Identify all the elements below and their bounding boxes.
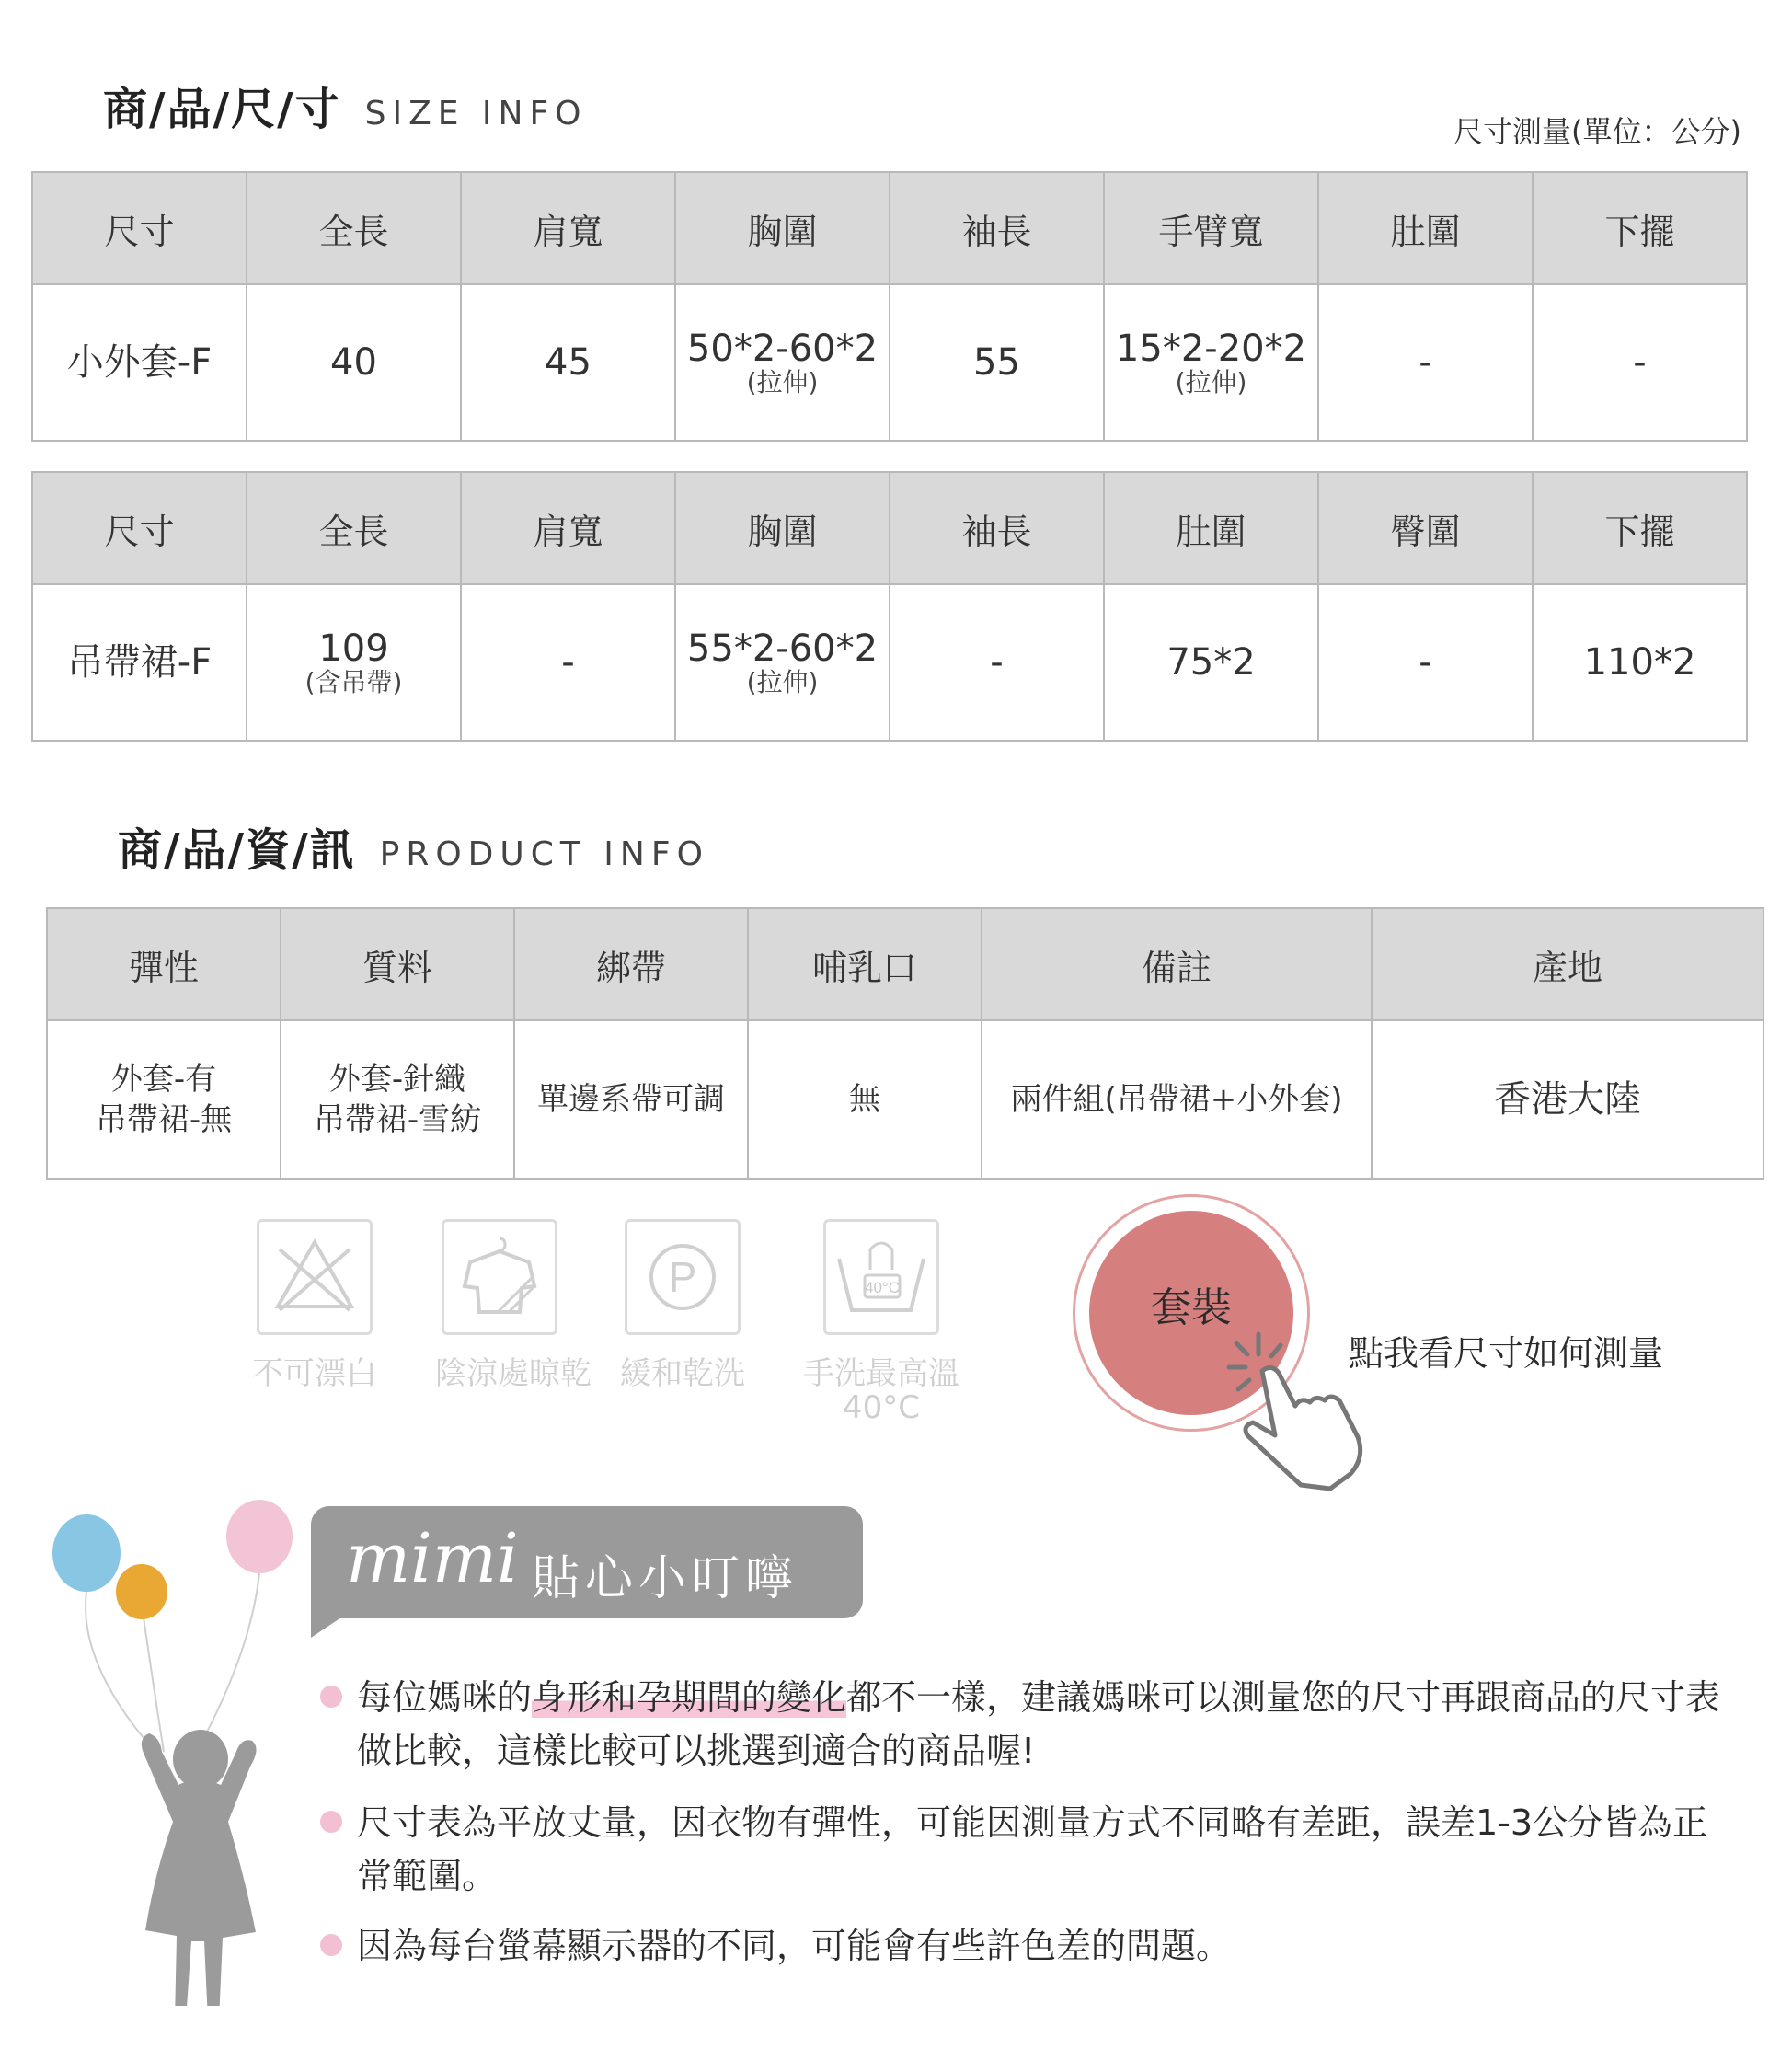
table-cell [247, 584, 461, 741]
bullet-dot [320, 1934, 342, 1956]
brand-logo: mimi [346, 1519, 519, 1598]
care-label-temp: 40°C [842, 1389, 920, 1426]
product-info-table [46, 907, 1764, 1180]
tip-item [324, 1796, 1740, 1903]
header-cell: 全長 [247, 472, 461, 584]
cell-value: 15*2-20*2 [1115, 328, 1307, 370]
bullet-dot [320, 1811, 342, 1833]
table-cell [461, 284, 675, 441]
tip-text: 尺寸表為平放丈量，因衣物有彈性，可能因測量方式不同略有差距，誤差1-3公分皆為正常範圍。 [357, 1802, 1708, 1896]
table-cell [675, 284, 890, 441]
cell-value: - [561, 641, 575, 684]
cell-value: 兩件組(吊帶裙+小外套) [1010, 1081, 1343, 1118]
tips-title: 貼心小叮嚀 [532, 1551, 799, 1606]
cell-value: 香港大陸 [1494, 1078, 1641, 1121]
temp-badge: 40°C [865, 1279, 900, 1296]
table-cell [32, 584, 247, 741]
size-title-en: SIZE INFO [364, 95, 588, 132]
cell-value: 單邊系帶可調 [537, 1081, 725, 1118]
header-cell: 袖長 [890, 472, 1104, 584]
header-cell: 胸圍 [675, 472, 890, 584]
tip-text-part: 都不一樣，建議媽咪可以測量您的尺寸再跟商品的尺寸表做比較，這樣比較可以挑選到適合的商品喔! [357, 1677, 1721, 1771]
care-item-dry-shade [435, 1219, 592, 1393]
header-cell: 手臂寬 [1104, 172, 1318, 284]
bubble-tail [311, 1601, 366, 1638]
header-cell: 彈性 [47, 908, 281, 1020]
header-cell: 袖長 [890, 172, 1104, 284]
size-info-title [103, 74, 588, 137]
hand-wash-40-icon [823, 1219, 939, 1335]
product-title-en: PRODUCT INFO [379, 835, 709, 873]
header-cell: 質料 [281, 908, 514, 1020]
header-cell: 下擺 [1533, 472, 1747, 584]
tips-header-bubble [311, 1506, 863, 1618]
header-cell: 胸圍 [675, 172, 890, 284]
cell-note: (拉伸) [746, 667, 819, 697]
table-cell [890, 284, 1104, 441]
cell-value: 55 [973, 341, 1020, 384]
gentle-dry-clean-icon [625, 1219, 741, 1335]
product-info-title [118, 814, 709, 878]
tip-text [324, 1671, 1740, 1778]
table-cell [1533, 584, 1747, 741]
cell-value: 小外套-F [66, 341, 213, 384]
cell-value: - [1419, 641, 1432, 684]
header-cell: 全長 [247, 172, 461, 284]
measure-button-label: 套裝 [1151, 1284, 1232, 1331]
header-cell: 下擺 [1533, 172, 1747, 284]
size-title-zh: 商/品/尺/寸 [103, 84, 341, 135]
table-cell [748, 1020, 982, 1179]
product-title-zh: 商/品/資/訊 [118, 824, 356, 876]
header-cell: 肩寬 [461, 472, 675, 584]
header-cell: 尺寸 [32, 172, 247, 284]
header-cell: 肚圍 [1104, 472, 1318, 584]
tip-item [324, 1919, 1740, 1973]
measure-hint[interactable]: 點我看尺寸如何測量 [1349, 1333, 1664, 1374]
table-row [32, 584, 1747, 741]
table-cell [281, 1020, 514, 1179]
table-header-row [47, 908, 1763, 1020]
table-cell [247, 284, 461, 441]
bullet-dot [320, 1686, 342, 1708]
table-cell [32, 284, 247, 441]
svg-text:P: P [668, 1253, 697, 1301]
care-label: 不可漂白 [252, 1355, 377, 1392]
cell-value: 110*2 [1583, 641, 1696, 684]
table-cell [514, 1020, 748, 1179]
cell-value: 外套-有 [110, 1061, 217, 1098]
tip-highlight: 身形和孕期間的變化 [532, 1677, 847, 1718]
header-cell: 備註 [982, 908, 1372, 1020]
care-item-hand-wash [803, 1219, 959, 1426]
dry-in-shade-icon [442, 1219, 557, 1335]
cell-value: - [1633, 341, 1647, 384]
cell-value: - [990, 641, 1004, 684]
care-item-dry-clean [618, 1219, 747, 1393]
table-cell [890, 584, 1104, 741]
cell-value: 無 [849, 1081, 880, 1118]
size-table-jacket [31, 171, 1748, 442]
cell-value: 吊帶裙-無 [95, 1101, 233, 1138]
unit-note: 尺寸測量(單位：公分) [1453, 114, 1741, 149]
care-label: 陰涼處晾乾 [435, 1355, 592, 1392]
table-row [32, 284, 1747, 441]
cell-value: 75*2 [1166, 641, 1256, 684]
no-bleach-icon [257, 1219, 373, 1335]
cell-note: (拉伸) [746, 367, 819, 397]
header-cell: 哺乳口 [748, 908, 982, 1020]
header-cell: 綁帶 [514, 908, 748, 1020]
table-cell [1318, 284, 1533, 441]
table-cell [461, 584, 675, 741]
header-cell: 臀圍 [1318, 472, 1533, 584]
table-cell [982, 1020, 1372, 1179]
cell-value: 109 [318, 627, 389, 670]
table-header-row [32, 472, 1747, 584]
cell-value: 吊帶裙-雪紡 [313, 1101, 482, 1138]
table-cell [675, 584, 890, 741]
care-label: 緩和乾洗 [620, 1355, 745, 1392]
header-cell: 肚圍 [1318, 172, 1533, 284]
cell-value: 吊帶裙-F [66, 641, 213, 684]
header-cell: 產地 [1372, 908, 1763, 1020]
table-cell [47, 1020, 281, 1179]
table-cell [1104, 284, 1318, 441]
header-cell: 肩寬 [461, 172, 675, 284]
cell-value: 55*2-60*2 [686, 627, 879, 670]
header-cell: 尺寸 [32, 472, 247, 584]
table-row [47, 1020, 1763, 1179]
table-cell [1104, 584, 1318, 741]
tip-item [324, 1671, 1740, 1778]
size-table-dress [31, 471, 1748, 742]
cell-note: (含吊帶) [304, 667, 403, 697]
balloon-girl-illustration [46, 1491, 304, 2006]
cell-value: - [1419, 341, 1432, 384]
table-cell [1372, 1020, 1763, 1179]
cell-value: 45 [545, 341, 592, 384]
table-cell [1533, 284, 1747, 441]
table-header-row [32, 172, 1747, 284]
cell-value: 外套-針織 [328, 1061, 466, 1098]
care-item-no-bleach [250, 1219, 379, 1393]
table-cell [1318, 584, 1533, 741]
care-label: 手洗最高溫 [803, 1355, 959, 1392]
tip-text: 因為每台螢幕顯示器的不同，可能會有些許色差的問題。 [357, 1926, 1232, 1966]
cell-note: (拉伸) [1175, 367, 1247, 397]
cell-value: 50*2-60*2 [686, 328, 879, 370]
cell-value: 40 [330, 341, 377, 384]
tip-text-part: 每位媽咪的 [357, 1677, 533, 1718]
